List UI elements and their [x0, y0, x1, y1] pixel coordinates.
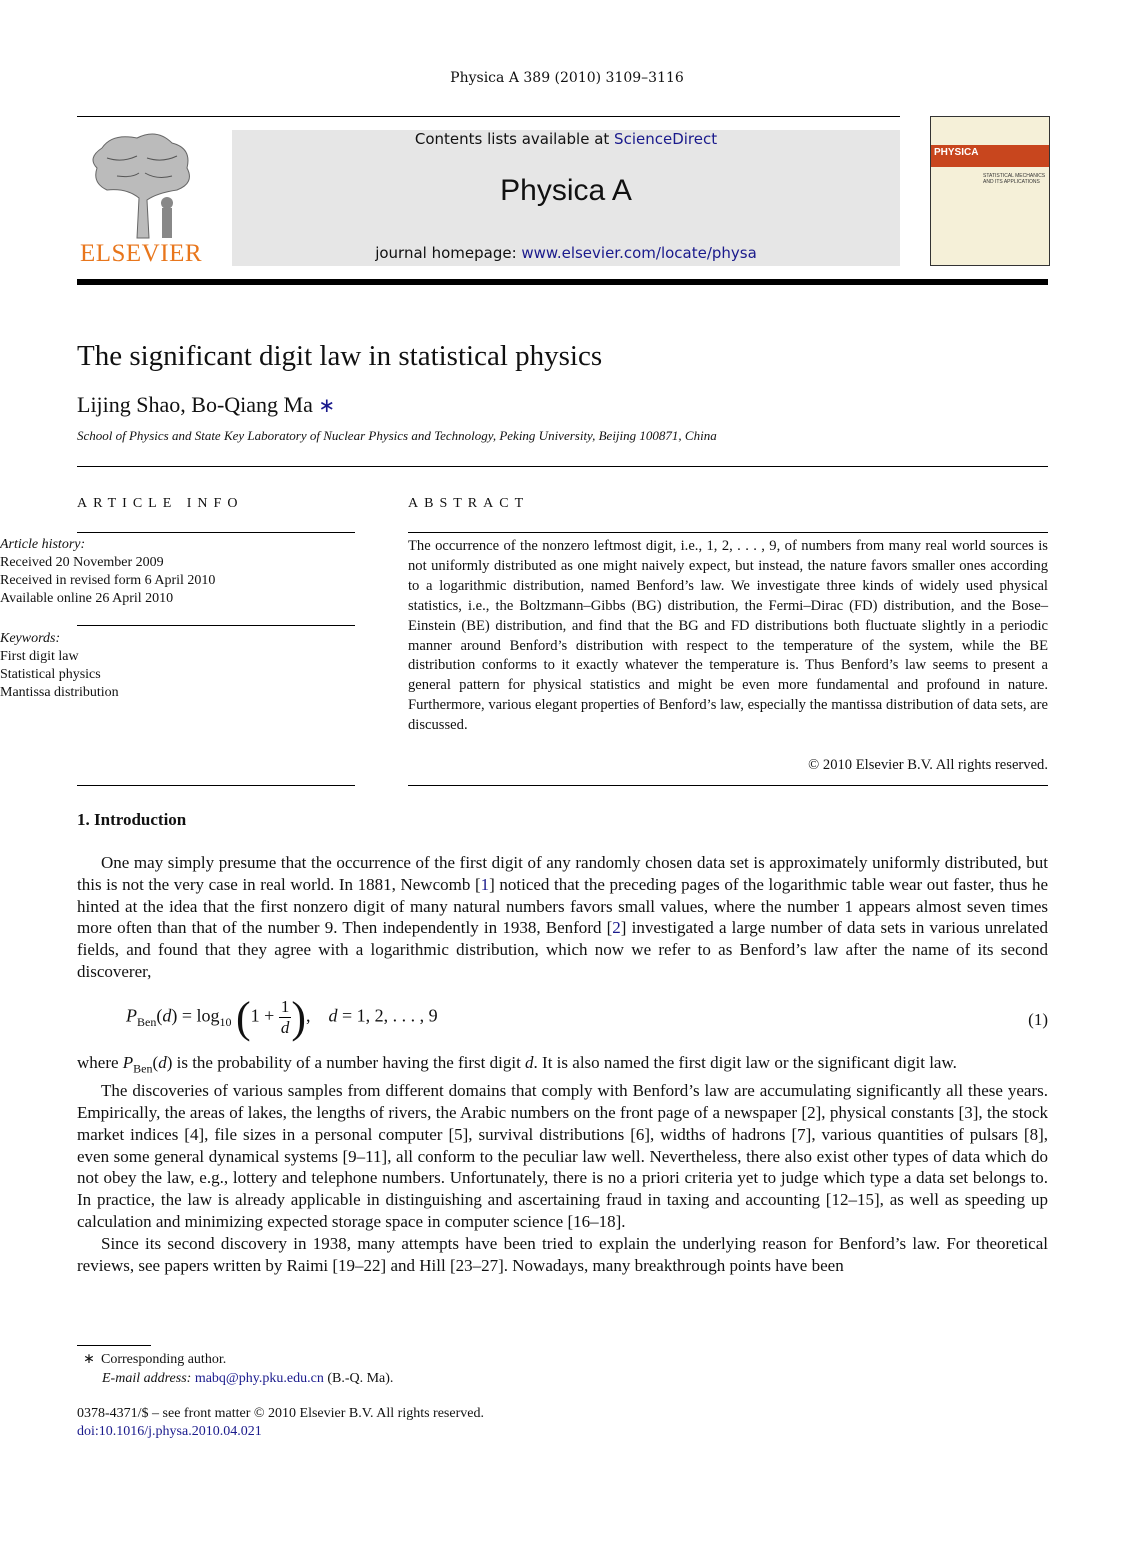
divider [408, 785, 1048, 786]
homepage-prefix: journal homepage: [375, 244, 522, 262]
journal-title: Physica A [500, 174, 632, 207]
paragraph-text: The discoveries of various samples from different domains that comply with Benford’s law are accumulating significantly all these years. Empirically, the areas of lakes, the lengths of rivers, the Arabic numbers on the front page of a newspaper [2], physical constants [3], the stock market indices [4], file sizes in a personal computer [5], survival distributions [6], widths of hadrons [7], various quantities of pulsars [8], even some general dynamical systems [9–11], all conform to the peculiar law well. Nevertheless, there also exist other types of data which do not obey the law, e.g., lottery and telephone numbers. Unfortunately, there is no a priori criteria yet to judge which type a data set belongs to. In practice, the law is already applicable in distinguishing and ascertaining fraud in taxing and accounting [12–15], as well as speeding up calculation and minimizing expected storage space in computer science [16–18]. [77, 1081, 1048, 1231]
divider [77, 532, 355, 533]
paragraph-where: where $P_{Ben}(d)$ is the probability of a number having the first digit d. It is also named the first digit law or the significant digit law. [77, 1053, 957, 1076]
homepage-line [232, 244, 900, 262]
intro-paragraph-1 [77, 852, 1048, 983]
running-head: Physica A 389 (2010) 3109–3116 [450, 70, 684, 86]
header-rule [77, 116, 900, 117]
paragraph-text: . It is also named the first digit law or the significant digit law. [533, 1053, 957, 1072]
contents-prefix: Contents lists available at [414, 130, 615, 148]
divider [408, 532, 1048, 533]
divider [77, 466, 1048, 467]
received-date: Received 20 November 2009 [0, 555, 164, 570]
journal-cover-thumbnail [930, 116, 1050, 266]
elsevier-tree-icon [77, 128, 205, 240]
corresponding-author-mark[interactable]: ∗ [318, 395, 336, 417]
divider [77, 625, 355, 626]
equation-number: (1) [1028, 1010, 1048, 1029]
article-history [0, 536, 215, 608]
author-names: Lijing Shao, Bo-Qiang Ma [77, 392, 313, 417]
citation-link[interactable]: 1 [480, 874, 490, 894]
contents-line [232, 130, 900, 148]
cover-subtitle: STATISTICAL MECHANICS AND ITS APPLICATIONS [983, 173, 1046, 185]
abstract-copyright: © 2010 Elsevier B.V. All rights reserved. [808, 757, 1048, 773]
intro-paragraphs [77, 1052, 1048, 1276]
history-label: Article history: [0, 537, 86, 552]
elsevier-logo [77, 128, 205, 268]
email-suffix: (B.-Q. Ma). [323, 1371, 394, 1386]
citation-link[interactable]: 2 [612, 918, 621, 938]
revised-date: Received in revised form 6 April 2010 [0, 573, 216, 588]
elsevier-wordmark: ELSEVIER [79, 240, 203, 267]
keywords-label: Keywords: [0, 631, 61, 646]
affiliation: School of Physics and State Key Laboratory of Nuclear Physics and Technology, Peking University, Beijing 100871, China [77, 428, 717, 443]
paragraph-text: One may simply presume that the occurrence of the first digit of any randomly chosen data set is approximately uniformly distributed, but this is not the very case in real world. In 1881, Newcomb [ [77, 853, 1048, 894]
paragraph-text: ] noticed that the preceding pages of the logarithmic table wear out faster, thus he hinted at the idea that the first nonzero digit of many natural numbers favors small values, where the number 1 appears almost seven times more often than that of the number 9. Then independently in 1938, Benford [ [77, 874, 1048, 938]
doi-link[interactable]: doi:10.1016/j.physa.2010.04.021 [77, 1424, 262, 1439]
email-link[interactable]: mabq@phy.pku.edu.cn [194, 1371, 324, 1386]
paragraph-text: ] investigated a large number of data sets in various unrelated fields, and found that they agree with a logarithmic distribution, which now we refer to as Benford’s law after the name of its second discoverer, [77, 918, 1048, 981]
paragraph-text: Since its second discovery in 1938, many attempts have been tried to explain the underlying reason for Benford’s law. For theoretical reviews, see papers written by Raimi [19–22] and Hill [23–27]. Nowadays, many breakthrough points have been [77, 1233, 1048, 1275]
keyword-item: Statistical physics [0, 667, 101, 682]
footnote-text: Corresponding author. [101, 1352, 227, 1367]
online-date: Available online 26 April 2010 [0, 591, 174, 606]
keyword-item: First digit law [0, 649, 79, 664]
author-list [77, 392, 335, 418]
intro-paragraph-3 [77, 1233, 1048, 1277]
sciencedirect-link[interactable]: ScienceDirect [614, 130, 718, 148]
equation-benford: $P_{Ben}(d) = \log_{10} (1$ + $\frac{1}{d}$ ), d = 1, 2, . . . , 9 [126, 993, 438, 1042]
divider [77, 785, 355, 786]
footnote-mark: ∗ [83, 1352, 95, 1367]
front-matter: 0378-4371/$ – see front matter © 2010 Elsevier B.V. All rights reserved. [77, 1406, 484, 1421]
paragraph-text: is the probability of a number having the first digit [172, 1053, 526, 1072]
homepage-link[interactable]: www.elsevier.com/locate/physa [521, 244, 757, 262]
abstract-heading: ABSTRACT [408, 496, 530, 511]
footnote-email [102, 1371, 393, 1387]
keywords [0, 630, 119, 702]
header-thick-rule [77, 279, 1048, 285]
email-label: E-mail address: [102, 1371, 195, 1386]
paragraph-text: where [77, 1053, 123, 1072]
cover-title: PHYSICA [934, 147, 979, 158]
footnote-rule [77, 1345, 151, 1346]
article-title: The significant digit law in statistical physics [77, 340, 603, 372]
section-heading: 1. Introduction [77, 810, 187, 829]
journal-banner [232, 130, 900, 266]
article-info-heading: ARTICLE INFO [77, 496, 244, 511]
intro-paragraph-2 [77, 1080, 1048, 1233]
keyword-item: Mantissa distribution [0, 685, 119, 700]
abstract-text: The occurrence of the nonzero leftmost digit, i.e., 1, 2, . . . , 9, of numbers from many real world sources is not uniformly distributed as one might naively expect, but instead, the nature favors smaller ones according to a logarithmic distribution, named Benford’s law. We investigate three kinds of widely used physical statistics, i.e., the Boltzmann–Gibbs (BG) distribution, the Fermi–Dirac (FD) distribution, and the Bose–Einstein (BE) distribution, and find that the BG and FD distributions both fluctuate slightly in a periodic manner around Benford’s distribution with respect to the temperature of the system, while the BE distribution conforms to it exactly whatever the temperature is. Thus Benford’s law seems to present a general pattern for physical statistics and might be even more fundamental and profound in nature. Furthermore, various elegant properties of Benford’s law, especially the mantissa distribution of data sets, are discussed. [408, 538, 1048, 734]
footnote-corresponding [77, 1351, 226, 1368]
